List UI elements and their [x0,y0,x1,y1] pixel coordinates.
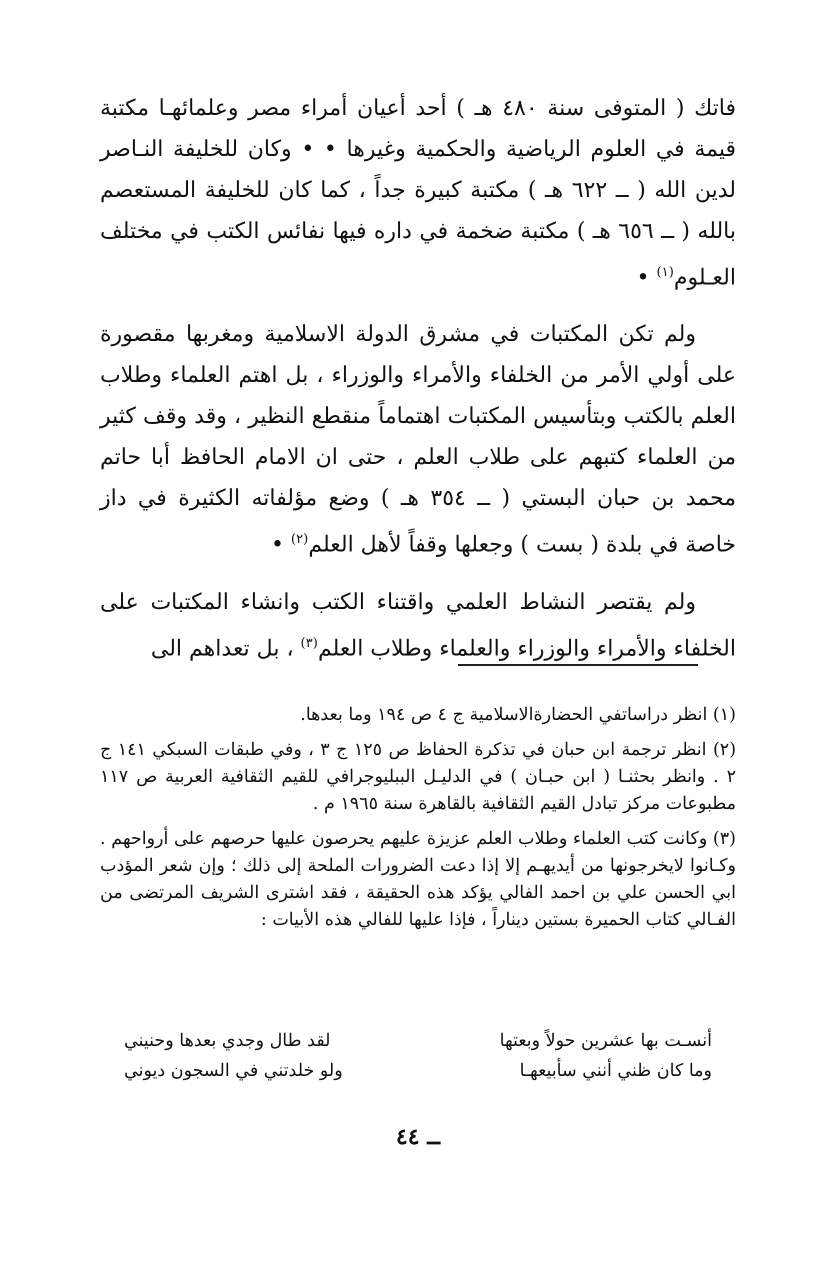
footnote-ref-1: (١) [656,265,674,280]
paragraph-2-end: • [270,532,291,558]
verse-first-hemistich: أنسـت بها عشرين حولاً وبعتها [499,1031,712,1051]
paragraph-3-end: ، بل تعداهم الى [150,635,301,661]
paragraph-1 [100,88,736,298]
footnote-ref-3: (٣) [300,635,318,651]
footnote-2: (٢) انظر ترجمة ابن حبان في تذكرة الحفاظ ص ١٢٥ ج ٣ ، وفي طبقات السبكي ١٤١ ج ٢ . وانظر بحثنـا ( ابن حبـان ) في الدليـل الببليوجرافي للقيم الثقافية العربية ص ١١٧ مطبوعات مركز تبادل القيم الثقافية بالقاهرة سنة ١٩٦٥ م . [100,740,737,814]
verse-second-hemistich: ولو خلدتني في السجون ديوني [124,1061,343,1081]
footnote-separator [458,664,698,666]
footnotes [100,702,736,942]
footnote-1: (١) انظر دراساتفي الحضارةالاسلامية ج ٤ ص ١٩٤ وما بعدها. [300,705,736,725]
footnote-ref-2: (٢) [290,532,309,548]
paragraph-1-text: فاتك ( المتوفى سنة ٤٨٠ هـ ) أحد أعيان أمراء مصر وعلمائهـا مكتبة قيمة في العلوم الرياضية والحكمية وغيرها • • وكان للخليفة النـاصر لدين الله ( ــ ٦٢٢ هـ ) مكتبة كبيرة جداً ، كما كان للخليفة المستعصم بالله ( ــ ٦٥٦ هـ ) مكتبة ضخمة في داره فيها نفائس الكتب في مختلف العـلوم [100,96,737,291]
verse-second-hemistich: لقد طال وجدي بعدها وحنيني [124,1031,331,1051]
paragraph-2 [100,314,736,565]
paragraph-1-end: • [636,265,657,291]
paragraph-3-text: ولم يقتصر النشاط العلمي واقتناء الكتب وانشاء المكتبات على الخلفاء والأمراء والوزراء والعلماء وطلاب العلم [100,589,736,661]
footnote-3: (٣) وكانت كتب العلماء وطلاب العلم عزيزة عليهم يحرصون عليها حرصهم على أرواحهم . وكـانوا لايخرجونها من أيديهـم إلا إذا دعت الضرورات الملحة إلى ذلك ؛ وإن شعر المؤدب ابي الحسن علي بن احمد الفالي يؤكد هذه الحقيقة ، فقد اشترى الشريف المرتضى من الفـالي كتاب الحميرة بستين ديناراً ، فإذا عليها للفالي هذه الأبيات : [100,829,736,930]
verse-line [124,1026,712,1056]
page-number: ــ ٤٤ [395,1124,441,1150]
main-text [100,88,736,685]
verse-line [124,1056,712,1086]
paragraph-3 [100,582,736,669]
poem-verses [124,1026,712,1086]
verse-first-hemistich: وما كان ظني أنني سأبيعهـا [519,1061,712,1081]
paragraph-2-text: ولم تكن المكتبات في مشرق الدولة الاسلامية ومغربها مقصورة على أولي الأمر من الخلفاء والأمراء والوزراء ، بل اهتم العلماء وطلاب العلم بالكتب وبتأسيس المكتبات اهتماماً منقطع النظير ، وقد وقف كثير من العلماء كتبهم على طلاب العلم ، حتى ان الامام الحافظ أبا حاتم محمد بن حبان البستي ( ــ ٣٥٤ هـ ) وضع مؤلفاته الكثيرة في داز خاصة في بلدة ( بست ) وجعلها وقفاً لأهل العلم [100,322,736,558]
